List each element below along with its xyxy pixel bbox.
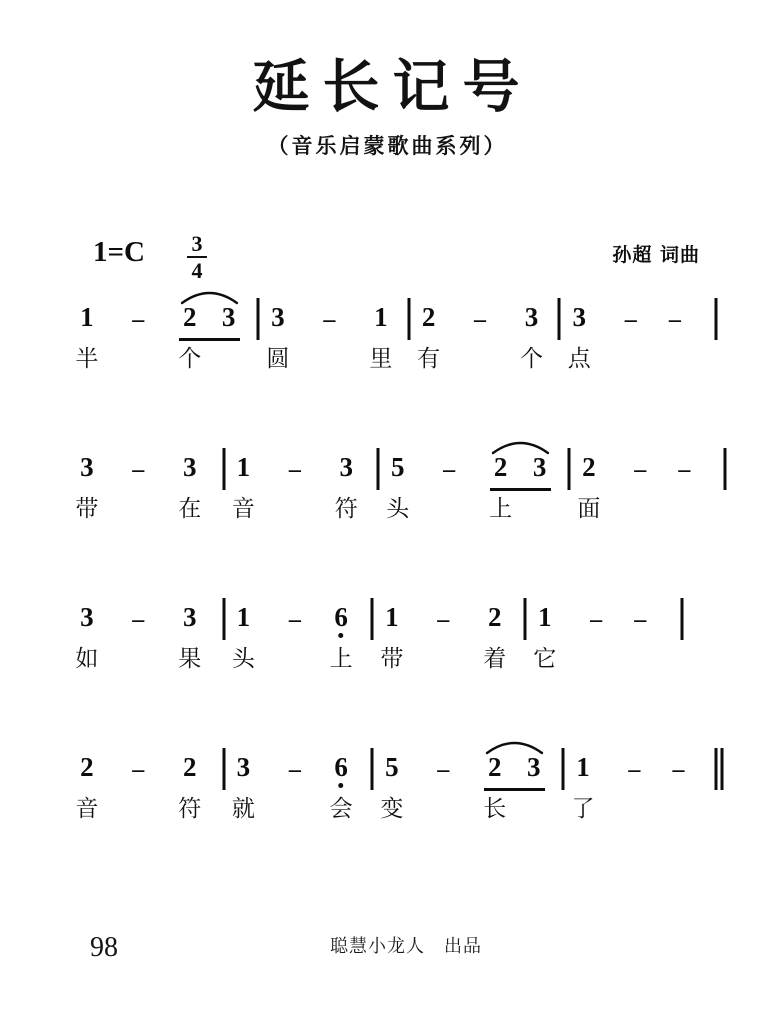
note-number: 2 <box>421 302 436 332</box>
lyric-syllable: 有 <box>417 346 441 372</box>
note-number: 2 <box>182 302 197 332</box>
note-number: 3 <box>182 452 197 482</box>
note-number: 3 <box>221 302 236 332</box>
barline <box>407 298 410 340</box>
page-number: 98 <box>90 932 118 963</box>
duration-dash: – <box>668 307 681 333</box>
slur-arc <box>485 738 544 754</box>
beam-underline <box>490 488 551 491</box>
barline <box>558 298 561 340</box>
lyrics-row <box>75 346 718 388</box>
duration-dash: – <box>590 607 603 633</box>
note-number: 2 <box>487 752 502 782</box>
key-signature: 1=C <box>93 236 145 268</box>
note-number: 3 <box>526 752 541 782</box>
composer-credit: 孙超 词曲 <box>612 244 700 266</box>
duration-dash: – <box>672 757 685 783</box>
lyric-syllable: 点 <box>567 346 591 372</box>
note-number: 3 <box>524 302 539 332</box>
note-number: 1 <box>80 302 94 332</box>
lyric-syllable: 带 <box>75 496 99 522</box>
duration-dash: – <box>628 757 641 783</box>
note-number: 2 <box>493 452 508 482</box>
barline <box>681 598 684 640</box>
lyric-syllable: 面 <box>577 496 601 522</box>
beam-underline <box>179 338 240 341</box>
beam-underline <box>484 788 545 791</box>
lyric-syllable: 上 <box>329 646 353 672</box>
duration-dash: – <box>437 607 450 633</box>
lyric-syllable: 在 <box>178 496 202 522</box>
lyric-syllable: 符 <box>334 496 358 522</box>
note-number: 3 <box>182 602 197 632</box>
slur-arc <box>180 288 239 304</box>
note-number: 3 <box>236 752 251 782</box>
duration-dash: – <box>132 457 145 483</box>
note-number: 2 <box>487 602 502 632</box>
lyric-syllable: 果 <box>178 646 202 672</box>
lyric-syllable: 变 <box>380 796 404 822</box>
barline <box>222 748 225 790</box>
duration-dash: – <box>132 607 145 633</box>
music-system <box>75 596 718 708</box>
slur-arc <box>491 438 550 454</box>
note-number: 3 <box>572 302 587 332</box>
page-title: 延长记号 <box>252 54 533 120</box>
duration-dash: – <box>678 457 691 483</box>
note-number: 3 <box>80 452 94 482</box>
barline <box>567 448 570 490</box>
note-number: 2 <box>80 752 94 782</box>
note-number: 1 <box>236 602 251 632</box>
duration-dash: – <box>474 307 487 333</box>
music-system <box>75 296 718 408</box>
lyric-syllable: 长 <box>483 796 507 822</box>
lyric-syllable: 半 <box>75 346 99 372</box>
barline <box>222 598 225 640</box>
note-number: 1 <box>537 602 552 632</box>
lyric-syllable: 头 <box>231 646 255 672</box>
barline <box>714 298 717 340</box>
page-subtitle: （音乐启蒙歌曲系列） <box>267 134 508 158</box>
final-barline <box>714 748 723 790</box>
note-number: 1 <box>374 302 388 332</box>
note-number: 2 <box>182 752 197 782</box>
lyrics-row <box>75 796 718 838</box>
lyric-syllable: 带 <box>380 646 404 672</box>
duration-dash: – <box>323 307 336 333</box>
lyrics-row <box>75 646 718 688</box>
music-system <box>75 446 718 558</box>
duration-dash: – <box>288 757 301 783</box>
barline <box>562 748 565 790</box>
lyric-syllable: 个 <box>519 346 543 372</box>
time-signature-denominator: 4 <box>191 258 203 284</box>
barline <box>376 448 379 490</box>
note-number: 1 <box>385 602 399 632</box>
lyric-syllable: 就 <box>231 796 255 822</box>
lyric-syllable: 如 <box>75 646 99 672</box>
note-number: 6 <box>334 602 348 632</box>
lyric-syllable: 会 <box>329 796 353 822</box>
lyric-syllable: 上 <box>489 496 513 522</box>
lyric-syllable: 了 <box>571 796 595 822</box>
lyric-syllable: 头 <box>386 496 410 522</box>
note-number: 6 <box>334 752 348 782</box>
time-signature <box>180 232 214 282</box>
duration-dash: – <box>288 607 301 633</box>
notation-row <box>78 596 718 648</box>
duration-dash: – <box>624 307 637 333</box>
time-signature-numerator: 3 <box>191 231 203 256</box>
notation-row <box>78 746 718 798</box>
lyric-syllable: 圆 <box>266 346 290 372</box>
music-system <box>75 746 718 858</box>
duration-dash: – <box>437 757 450 783</box>
barline <box>523 598 526 640</box>
barline <box>257 298 260 340</box>
duration-dash: – <box>132 307 145 333</box>
duration-dash: – <box>443 457 456 483</box>
barline <box>723 448 726 490</box>
duration-dash: – <box>288 457 301 483</box>
note-number: 3 <box>339 452 354 482</box>
note-number: 3 <box>532 452 547 482</box>
lyric-syllable: 着 <box>483 646 507 672</box>
duration-dash: – <box>634 457 647 483</box>
notation-row <box>78 446 718 498</box>
duration-dash: – <box>132 757 145 783</box>
lyric-syllable: 符 <box>178 796 202 822</box>
lyric-syllable: 个 <box>178 346 202 372</box>
lyrics-row <box>75 496 718 538</box>
barline <box>371 598 374 640</box>
note-number: 1 <box>236 452 251 482</box>
note-number: 2 <box>582 452 596 482</box>
lyric-syllable: 音 <box>231 496 255 522</box>
lyric-syllable: 它 <box>533 646 557 672</box>
duration-dash: – <box>634 607 647 633</box>
note-number: 5 <box>385 752 399 782</box>
note-number: 1 <box>576 752 590 782</box>
note-number: 3 <box>80 602 94 632</box>
lyric-syllable: 音 <box>75 796 99 822</box>
notation-row <box>78 296 718 348</box>
publisher-credit: 聪慧小龙人 出品 <box>330 936 482 956</box>
barline <box>371 748 374 790</box>
note-number: 5 <box>390 452 405 482</box>
note-number: 3 <box>271 302 285 332</box>
barline <box>222 448 225 490</box>
lyric-syllable: 里 <box>369 346 393 372</box>
